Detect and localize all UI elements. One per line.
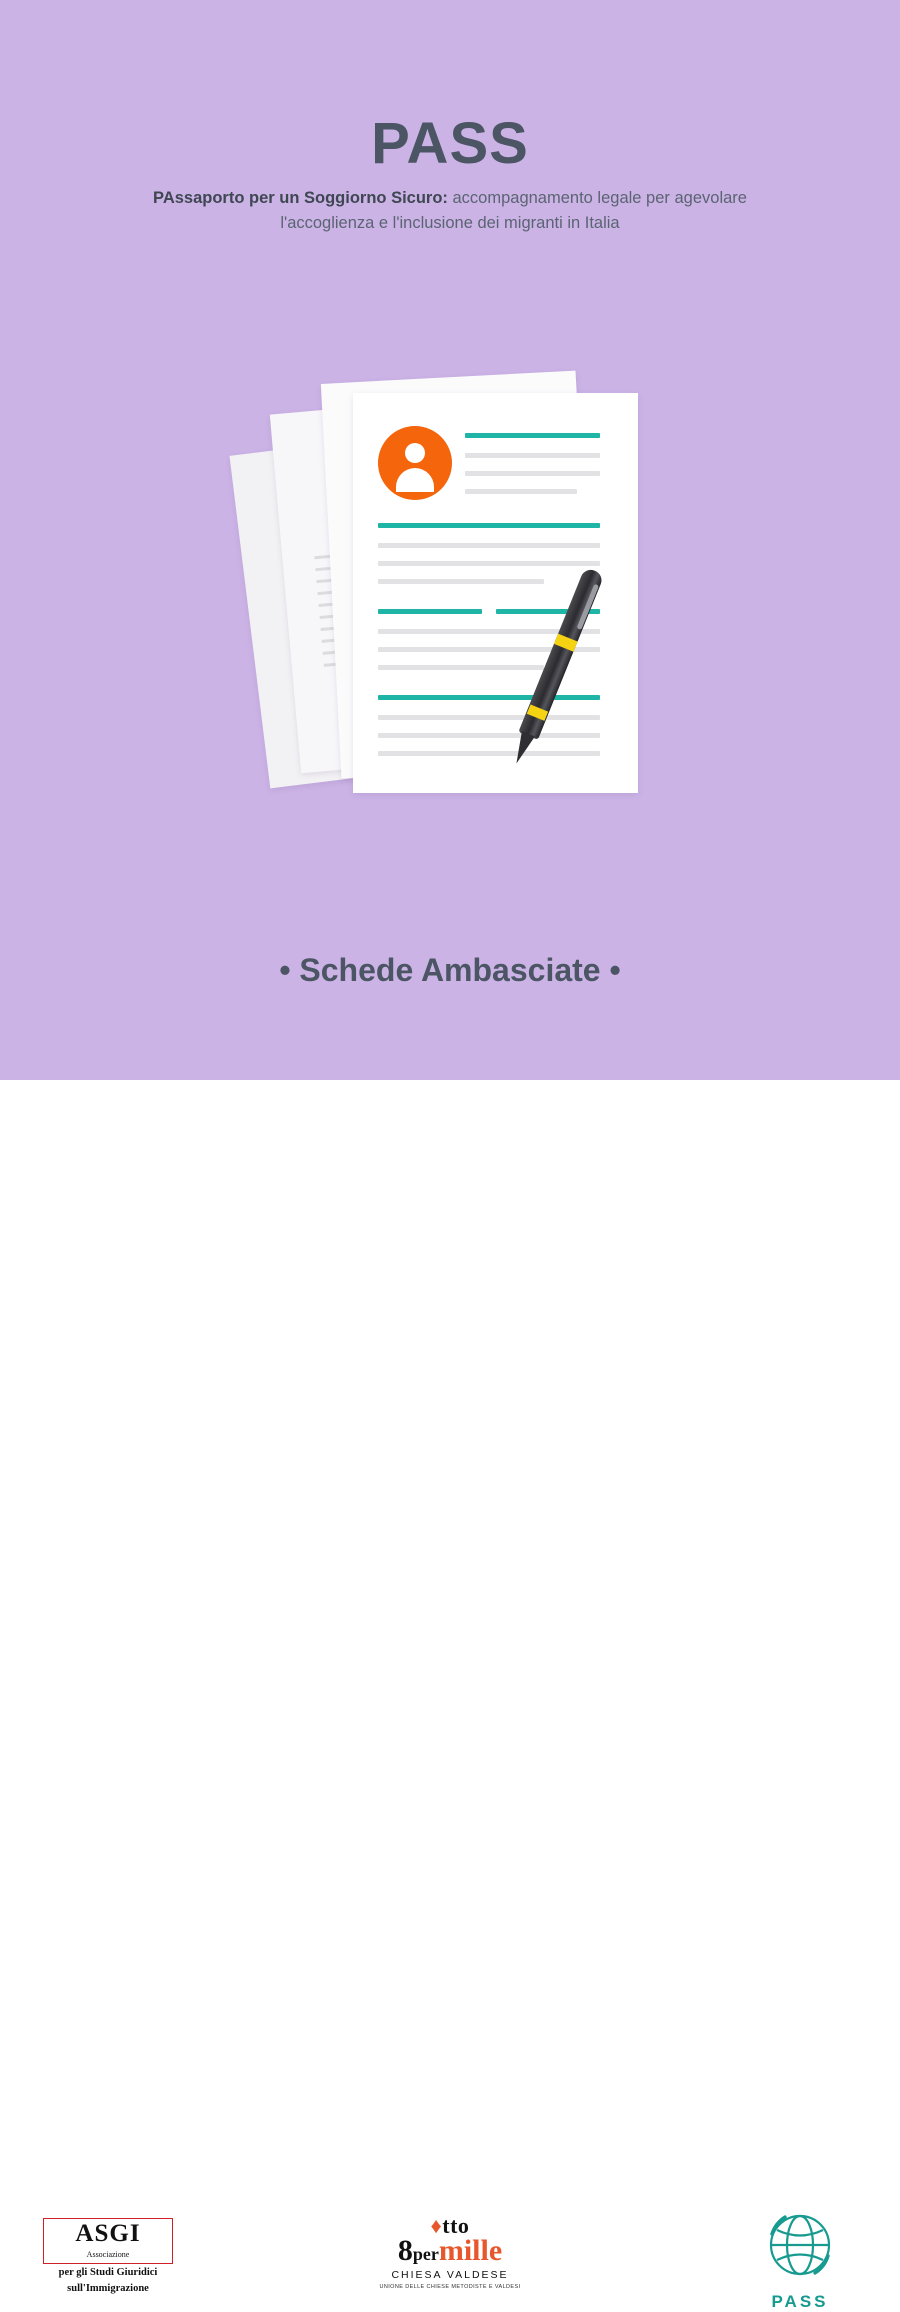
doc-line-teal-3: [378, 609, 482, 614]
section-title: • Schede Ambasciate •: [279, 952, 621, 988]
otto-logo-line4: UNIONE DELLE CHIESE METODISTE E VALDESI: [379, 2283, 521, 2290]
footer-logos: [0, 1080, 900, 2311]
doc-line-teal-5: [378, 695, 600, 700]
doc-line-teal-1: [465, 433, 600, 438]
doc-line-1: [465, 453, 600, 458]
otto-logo-line3: CHIESA VALDESE: [391, 2268, 509, 2281]
asgi-logo-box: [43, 2218, 173, 2264]
document-sheet-front: [353, 393, 638, 793]
doc-line-5: [378, 561, 600, 566]
otto-per-mille-logo: [370, 2215, 530, 2290]
doc-line-teal-2: [378, 523, 600, 528]
subtitle-bold: PAssaporto per un Soggiorno Sicuro:: [153, 189, 448, 207]
doc-line-10: [378, 715, 600, 720]
asgi-logo-word: ASGI: [75, 2220, 141, 2247]
doc-line-9: [378, 665, 544, 670]
page-title: PASS: [371, 111, 529, 176]
doc-line-3: [465, 489, 577, 494]
doc-line-6: [378, 579, 544, 584]
doc-line-2: [465, 471, 600, 476]
doc-line-12: [378, 751, 600, 756]
flame-icon: ♦: [430, 2213, 443, 2238]
subtitle-rest: accompagnamento legale per agevolare l'accoglienza e l'inclusione dei migranti in Italia: [280, 189, 747, 232]
otto-logo-line1: ♦tto: [430, 2213, 470, 2238]
hero-panel: [0, 0, 900, 1080]
asgi-logo-line3: sull'Immigrazione: [67, 2282, 149, 2294]
document-stack-illustration: [243, 365, 653, 835]
doc-line-11: [378, 733, 600, 738]
pass-logo-word: PASS: [771, 2292, 829, 2311]
asgi-logo: [43, 2218, 173, 2295]
page-subtitle: [0, 186, 900, 236]
pass-globe-icon: [763, 2208, 837, 2282]
asgi-logo-line1: Associazione: [86, 2250, 130, 2259]
person-avatar-icon: [378, 426, 452, 500]
otto-logo-line2: 8permille: [397, 2234, 503, 2267]
asgi-logo-line2: per gli Studi Giuridici: [58, 2267, 158, 2278]
doc-line-4: [378, 543, 600, 548]
pass-logo: [735, 2208, 865, 2312]
